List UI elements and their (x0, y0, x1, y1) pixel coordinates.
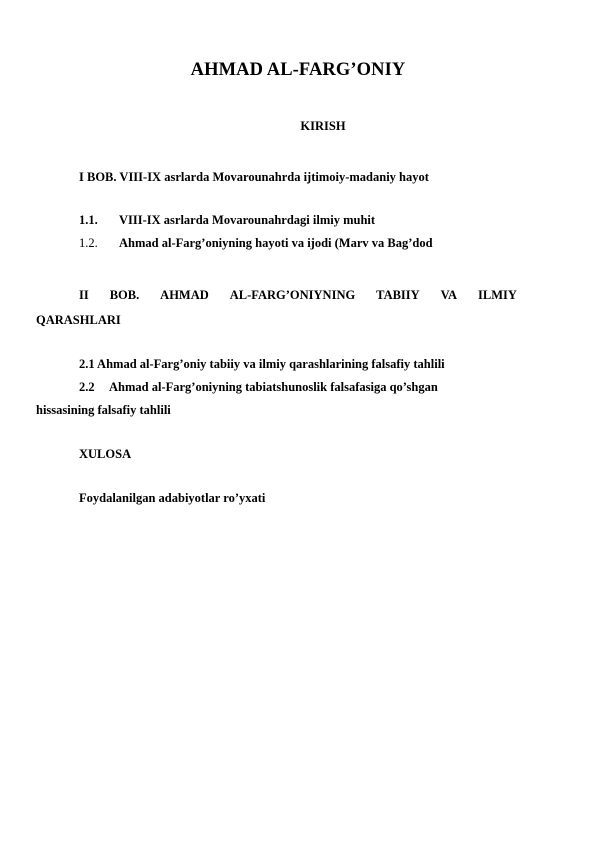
chapter2-heading-continuation: QARASHLARI (36, 313, 121, 327)
section-1-1 (79, 213, 375, 228)
conclusion-heading: XULOSA (79, 447, 132, 461)
section-1-2-text: Ahmad al-Farg’oniyning hayoti va ijodi (Marv va Bag’dod (119, 236, 433, 250)
section-2-2-number: 2.2 (79, 380, 95, 394)
section-2-1: 2.1 Ahmad al-Farg’oniy tabiiy va ilmiy qarashlarining falsafiy tahlili (79, 357, 445, 371)
section-1-2-number: 1.2. (79, 236, 98, 250)
section-2-2-continuation: hissasining falsafiy tahlili (36, 403, 171, 417)
chapter2-heading-word: AL-FARG’ONIYNING (229, 288, 356, 302)
chapter2-heading-word: TABIIY (376, 288, 420, 302)
section-1-1-number: 1.1. (79, 213, 98, 227)
references-heading: Foydalanilgan adabiyotlar ro’yxati (79, 491, 266, 505)
chapter2-heading-word: ILMIY (478, 288, 517, 302)
document-title: AHMAD AL-FARG’ONIY (190, 60, 406, 80)
chapter2-heading-word: AHMAD (160, 288, 209, 302)
section-1-1-text: VIII-IX asrlarda Movarounahrdagi ilmiy muhit (119, 213, 376, 227)
chapter2-heading (79, 288, 517, 303)
chapter2-heading-word: BOB. (109, 288, 140, 302)
chapter2-heading-word: II (79, 288, 89, 302)
chapter2-heading-word: VA (440, 288, 458, 302)
chapter1-heading: I BOB. VIII-IX asrlarda Movarounahrda ijtimoiy-madaniy hayot (79, 170, 429, 184)
intro-heading: KIRISH (300, 119, 346, 133)
section-1-2 (79, 236, 433, 251)
section-2-2-text: Ahmad al-Farg’oniyning tabiatshunoslik falsafasiga qo’shgan (109, 380, 438, 394)
section-2-2 (79, 380, 438, 395)
